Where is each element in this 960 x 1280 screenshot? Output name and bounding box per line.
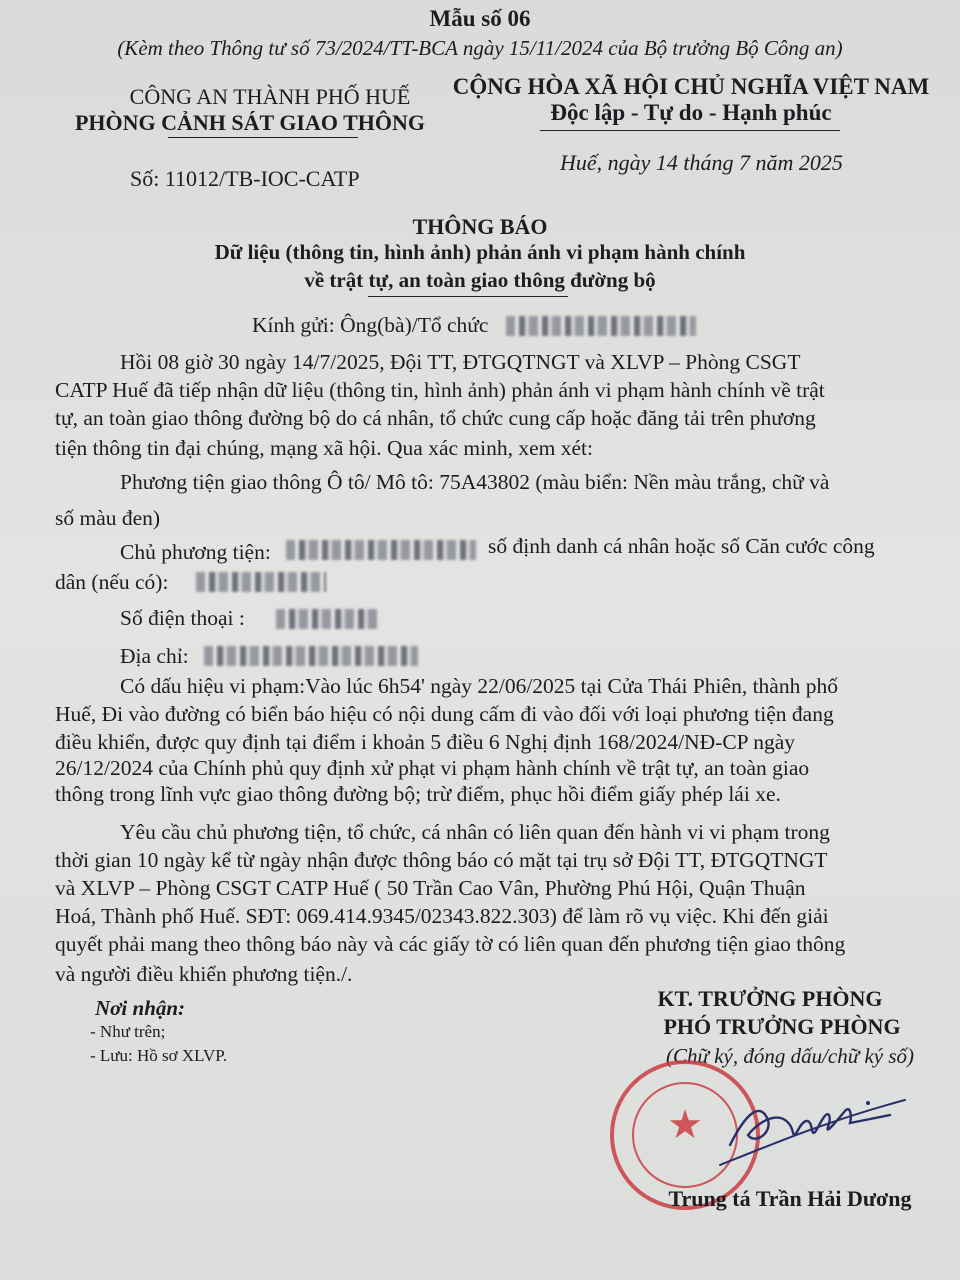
- redacted-recipient: [506, 316, 696, 336]
- redacted-owner-name: [286, 540, 476, 560]
- redacted-phone: [276, 609, 378, 629]
- signer-name: Trung tá Trần Hải Dương: [668, 1186, 912, 1211]
- agency-parent: CÔNG AN THÀNH PHỐ HUẾ: [129, 84, 411, 109]
- body-line: Huế, Đi vào đường có biển báo hiệu có nội dung cấm đi vào đối với loại phương tiện đang: [55, 702, 834, 726]
- body-line: Có dấu hiệu vi phạm:Vào lúc 6h54' ngày 22/06/2025 tại Cửa Thái Phiên, thành phố: [120, 674, 838, 698]
- redacted-id-number: [196, 572, 326, 592]
- body-line: Địa chỉ:: [120, 644, 189, 668]
- notice-title: THÔNG BÁO: [412, 214, 548, 239]
- body-line: quyết phải mang theo thông báo này và các giấy tờ có liên quan đến phương tiện giao thông: [55, 932, 846, 956]
- form-number: Mẫu số 06: [429, 6, 531, 31]
- sign-role-2: PHÓ TRƯỞNG PHÒNG: [663, 1014, 901, 1039]
- body-line: Chủ phương tiện:: [120, 540, 271, 564]
- body-line: và XLVP – Phòng CSGT CATP Huế ( 50 Trần Cao Vân, Phường Phú Hội, Quận Thuận: [55, 876, 806, 900]
- national-motto: Độc lập - Tự do - Hạnh phúc: [550, 100, 832, 125]
- recipient-item: - Lưu: Hồ sơ XLVP.: [90, 1046, 228, 1065]
- recipients-title: Nơi nhận:: [95, 996, 186, 1020]
- form-reference: (Kèm theo Thông tư số 73/2024/TT-BCA ngày 15/11/2024 của Bộ trưởng Bộ Công an): [117, 36, 843, 60]
- body-line: thời gian 10 ngày kể từ ngày nhận được thông báo có mặt tại trụ sở Đội TT, ĐTGQTNGT: [55, 848, 828, 872]
- body-line: Hoá, Thành phố Huế. SĐT: 069.414.9345/02343.822.303) để làm rõ vụ việc. Khi đến giải: [55, 904, 829, 928]
- redacted-address: [204, 646, 418, 666]
- title-underline: [368, 296, 568, 297]
- agency-underline: [168, 137, 358, 138]
- body-line: tiện thông tin đại chúng, mạng xã hội. Qua xác minh, xem xét:: [55, 436, 593, 460]
- signature: [700, 1075, 920, 1175]
- document-number: Số: 11012/TB-IOC-CATP: [130, 166, 360, 191]
- notice-subtitle-1: Dữ liệu (thông tin, hình ảnh) phản ánh vi phạm hành chính: [214, 240, 746, 264]
- agency-name: PHÒNG CẢNH SÁT GIAO THÔNG: [74, 110, 425, 135]
- body-line: dân (nếu có):: [55, 570, 169, 594]
- recipient-item: - Như trên;: [90, 1022, 166, 1041]
- body-line: điều khiển, được quy định tại điểm i khoản 5 điều 6 Nghị định 168/2024/NĐ-CP ngày: [55, 730, 796, 754]
- sign-note: (Chữ ký, đóng dấu/chữ ký số): [665, 1044, 914, 1068]
- republic-name: CỘNG HÒA XÃ HỘI CHỦ NGHĨA VIỆT NAM: [452, 74, 930, 99]
- body-line: Yêu cầu chủ phương tiện, tổ chức, cá nhân có liên quan đến hành vi vi phạm trong: [120, 820, 830, 844]
- stamp-star-icon: ★: [667, 1102, 703, 1148]
- sign-role-1: KT. TRƯỞNG PHÒNG: [657, 986, 883, 1011]
- body-line: số màu đen): [55, 506, 161, 530]
- body-line: Số điện thoại :: [120, 606, 245, 630]
- body-line: và người điều khiển phương tiện./.: [55, 962, 353, 986]
- body-line: thông trong lĩnh vực giao thông đường bộ; trừ điểm, phục hồi điểm giấy phép lái xe.: [55, 782, 781, 806]
- notice-subtitle-2: về trật tự, an toàn giao thông đường bộ: [304, 268, 656, 292]
- body-line: 26/12/2024 của Chính phủ quy định xử phạt vi phạm hành chính về trật tự, an toàn giao: [55, 756, 810, 780]
- body-line: Phương tiện giao thông Ô tô/ Mô tô: 75A43802 (màu biển: Nền màu trắng, chữ và: [120, 470, 830, 494]
- body-line: số định danh cá nhân hoặc số Căn cước công: [488, 534, 875, 558]
- body-line: tự, an toàn giao thông đường bộ do cá nhân, tổ chức cung cấp hoặc đăng tải trên phương: [55, 406, 816, 430]
- recipient-label: Kính gửi: Ông(bà)/Tổ chức: [252, 313, 489, 337]
- body-line: CATP Huế đã tiếp nhận dữ liệu (thông tin, hình ảnh) phản ánh vi phạm hành chính về trật: [55, 378, 825, 402]
- motto-underline: [540, 130, 840, 131]
- place-date: Huế, ngày 14 tháng 7 năm 2025: [560, 150, 843, 175]
- body-line: Hồi 08 giờ 30 ngày 14/7/2025, Đội TT, ĐTGQTNGT và XLVP – Phòng CSGT: [120, 350, 801, 374]
